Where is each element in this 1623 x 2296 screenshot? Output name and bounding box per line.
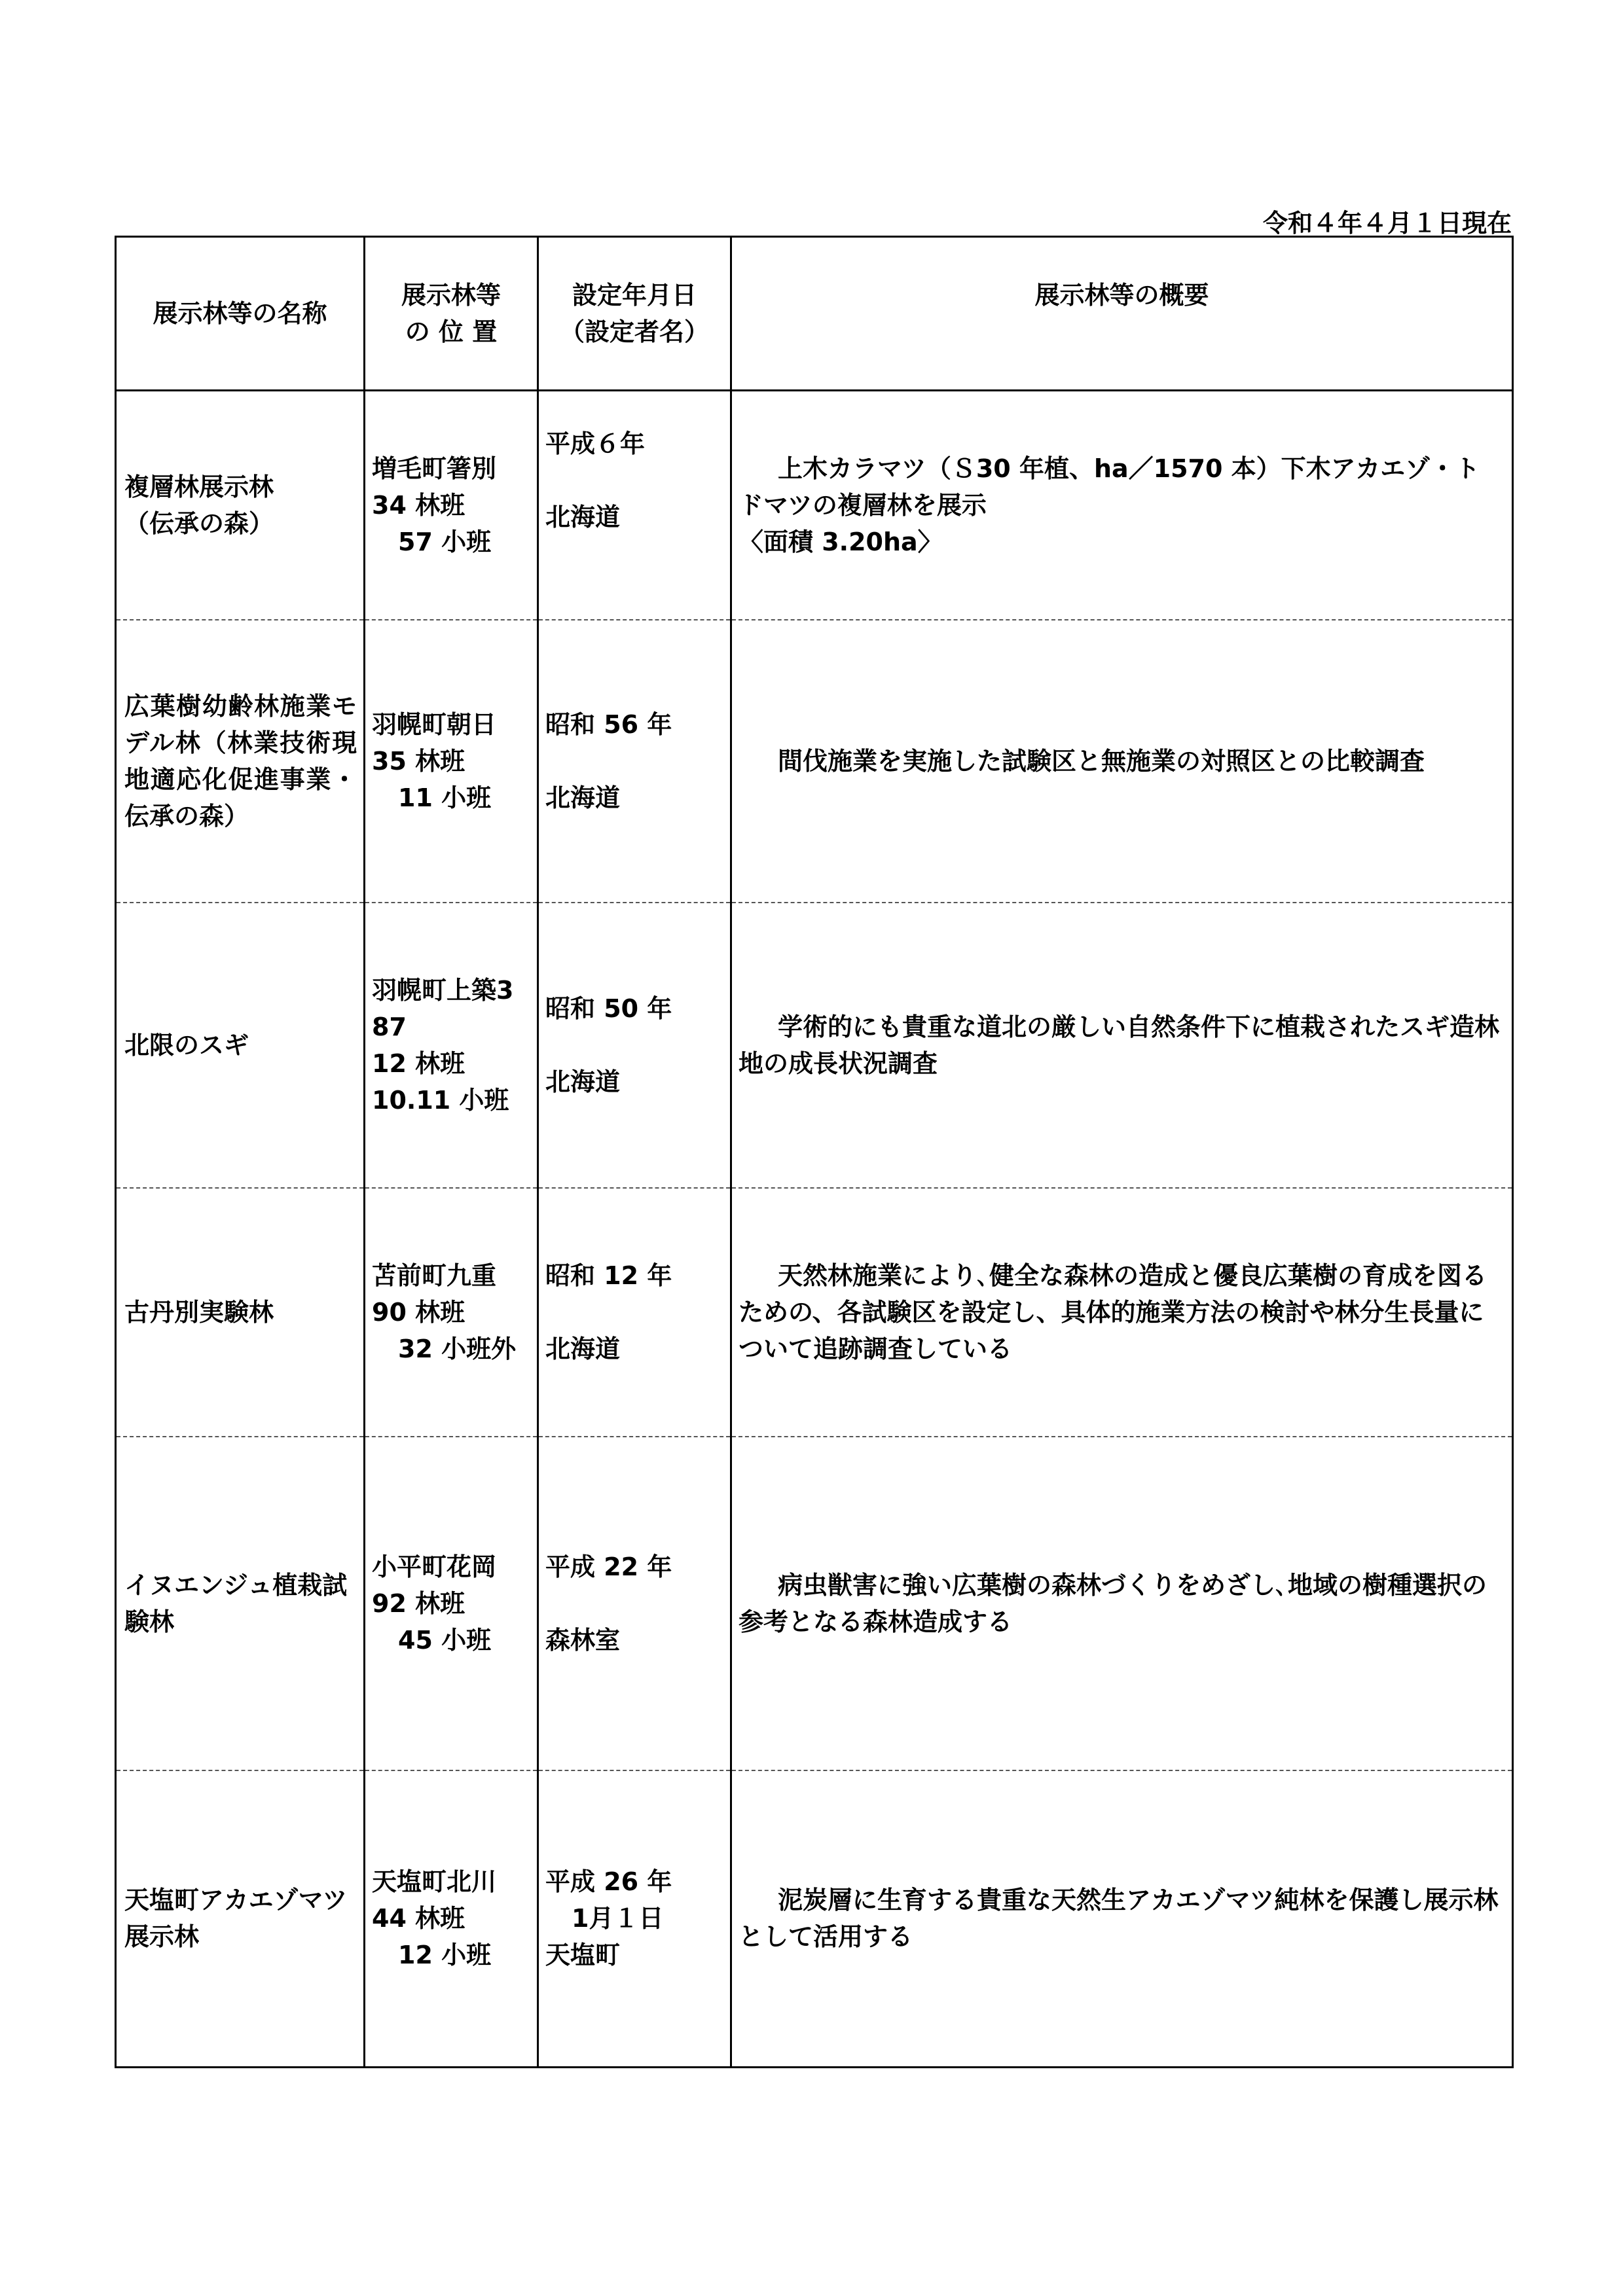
header-date (538, 237, 731, 391)
forest-name (116, 903, 365, 1188)
location-compartment: 12 林班 (372, 1049, 465, 1078)
header-name (116, 237, 365, 391)
forest-name-line: （伝承の森） (124, 509, 274, 538)
forest-overview (731, 1188, 1513, 1437)
established-by: 北海道 (545, 1334, 621, 1363)
forest-location (365, 620, 538, 903)
location-compartment: 34 林班 (372, 490, 465, 520)
forest-location (365, 1770, 538, 2068)
overview-text: 天然林施業により､健全な森林の造成と優良広葉樹の育成を図るための、各試験区を設定し、具体的施業方法の検討や林分生長量について追跡調査している (739, 1261, 1487, 1363)
overview-text: 病虫獣害に強い広葉樹の森林づくりをめざし､地域の樹種選択の参考となる森林造成する (739, 1570, 1487, 1636)
header-overview (731, 237, 1513, 391)
established-date (538, 391, 731, 620)
forest-name-line: 広葉樹幼齢林施業モデル林（林業技術現地適応化促進事業・伝承の森） (124, 691, 357, 831)
forest-location (365, 1188, 538, 1437)
established-year: 平成６年 (545, 429, 646, 458)
forest-overview (731, 620, 1513, 903)
table-row (116, 903, 1513, 1188)
location-subcompartment: 57 小班 (398, 527, 492, 556)
overview-text: 泥炭層に生育する貴重な天然生アカエゾマツ純林を保護し展示林として活用する (739, 1886, 1499, 1952)
established-date (538, 903, 731, 1188)
forest-name-line: 天塩町アカエゾマツ展示林 (124, 1886, 348, 1952)
established-by: 天塩町 (545, 1941, 621, 1970)
location-town: 増毛町箸別 (372, 454, 497, 483)
header-date-line-2: （設定者名） (559, 317, 709, 346)
header-location-line-1: 展示林等 (401, 281, 501, 310)
forest-location (365, 1437, 538, 1770)
table-row (116, 1437, 1513, 1770)
forest-name-line: イヌエンジュ植栽試験林 (124, 1570, 348, 1636)
established-date (538, 1770, 731, 2068)
established-year: 平成 26 年 (545, 1867, 672, 1897)
header-location-line-2: の 位 置 (405, 317, 498, 346)
header-date-line-1: 設定年月日 (572, 281, 697, 310)
established-year: 平成 22 年 (545, 1552, 672, 1581)
overview-text: 上木カラマツ（Ｓ30 年植、ha／1570 本）下木アカエゾ・トドマツの複層林を展示 (739, 454, 1480, 520)
overview-text: 間伐施業を実施した試験区と無施業の対照区との比較調査 (778, 746, 1425, 776)
location-town: 天塩町北川 (372, 1867, 497, 1897)
established-by: 北海道 (545, 503, 621, 531)
table-row (116, 1770, 1513, 2068)
forest-name (116, 1188, 365, 1437)
location-compartment: 92 林班 (372, 1588, 465, 1618)
as-of-date: 令和４年４月１日現在 (1262, 209, 1512, 238)
table-row (116, 620, 1513, 903)
location-subcompartment: 11 小班 (398, 783, 492, 812)
forest-name (116, 620, 365, 903)
header-name-label: 展示林等の名称 (153, 299, 327, 328)
established-month-day: 1月１日 (572, 1904, 664, 1933)
forest-name (116, 1437, 365, 1770)
location-subcompartment: 32 小班外 (398, 1334, 517, 1363)
established-by: 北海道 (545, 783, 621, 812)
table-row (116, 391, 1513, 620)
forest-name-line: 北限のスギ (124, 1030, 249, 1060)
location-subcompartment: 12 小班 (398, 1941, 492, 1970)
location-compartment: 44 林班 (372, 1904, 465, 1933)
forest-overview (731, 1770, 1513, 2068)
established-date (538, 620, 731, 903)
forest-location (365, 903, 538, 1188)
table-header-row (116, 237, 1513, 391)
location-town: 小平町花岡 (372, 1552, 497, 1581)
established-by: 北海道 (545, 1067, 621, 1096)
location-compartment: 90 林班 (372, 1297, 465, 1327)
table-row (116, 1188, 1513, 1437)
forest-location (365, 391, 538, 620)
forest-overview (731, 1437, 1513, 1770)
established-date (538, 1437, 731, 1770)
location-subcompartment: 45 小班 (398, 1625, 492, 1655)
established-year: 昭和 50 年 (545, 994, 672, 1023)
demonstration-forest-table (115, 236, 1514, 2068)
overview-area: 〈面積 3.20ha〉 (739, 527, 943, 556)
location-compartment: 35 林班 (372, 746, 465, 776)
established-by: 森林室 (545, 1625, 621, 1655)
established-year: 昭和 12 年 (545, 1261, 672, 1290)
forest-name-line: 古丹別実験林 (124, 1297, 274, 1327)
forest-name-line: 複層林展示林 (124, 472, 274, 501)
location-town: 羽幌町上築387 (372, 975, 514, 1041)
location-town: 苫前町九重 (372, 1261, 497, 1290)
forest-overview (731, 391, 1513, 620)
location-town: 羽幌町朝日 (372, 709, 497, 739)
forest-name (116, 1770, 365, 2068)
forest-name (116, 391, 365, 620)
established-date (538, 1188, 731, 1437)
forest-overview (731, 903, 1513, 1188)
header-location (365, 237, 538, 391)
location-subcompartment: 10.11 小班 (372, 1085, 509, 1115)
header-overview-label: 展示林等の概要 (1034, 281, 1209, 310)
overview-text: 学術的にも貴重な道北の厳しい自然条件下に植栽されたスギ造林地の成長状況調査 (739, 1012, 1500, 1078)
established-year: 昭和 56 年 (545, 709, 672, 739)
